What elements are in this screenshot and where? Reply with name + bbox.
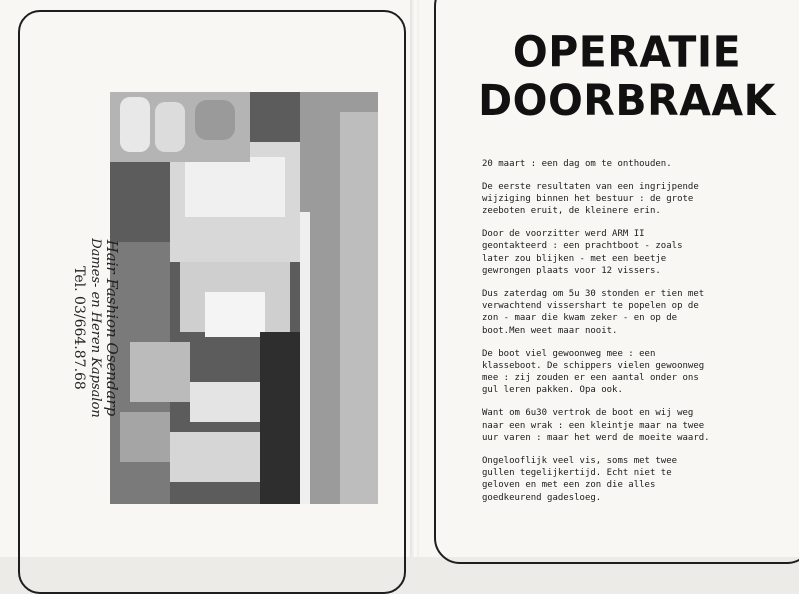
salon-name: Hair Fashion Osendarp [103,239,121,417]
left-page [0,0,412,557]
salon-type: Dames- en Heren Kapsalon [88,238,103,418]
paragraph: De eerste resultaten van een ingrijpende wijziging binnen het bestuur : de grote zeeboten eruit, de kleinere erin. [482,181,699,217]
paragraph: Door de voorzitter werd ARM II geontakteerd : een prachtboot - zoals later zou blijken - met een beetje gewrongen plaats voor 12 vissers. [482,229,683,277]
article-body [482,158,787,514]
paragraph: Want om 6u30 vertrok de boot en wij weg naar een wrak : een kleintje maar na twee uur varen : maar het werd de moeite waard. [482,408,710,443]
paragraph: Dus zaterdag om 5u 30 stonden er tien met verwachtend vissershart te popelen op de zon - maar die kwam zeker - en op de boot.Men weet maar nooit. [482,288,705,336]
salon-phone: Tel. 03/664.87.68 [71,266,87,390]
paragraph: 20 maart : een dag om te onthouden. [482,159,672,169]
salon-ad-text [69,198,121,458]
title-line-2: DOORBRAAK [478,74,776,126]
article-title [462,28,792,125]
title-line-1: OPERATIE [512,26,742,78]
paragraph: Ongelooflijk veel vis, soms met twee gullen tegelijkertijd. Echt niet te geloven en met een zon die alles goedkeurend gadesloeg. [482,455,678,503]
salon-photo [110,92,378,504]
paragraph: De boot viel gewoonweg mee : een klasseboot. De schippers vielen gewoonweg mee : zij zouden er een aantal onder ons gul leren pakken. Opa ook. [482,348,705,396]
